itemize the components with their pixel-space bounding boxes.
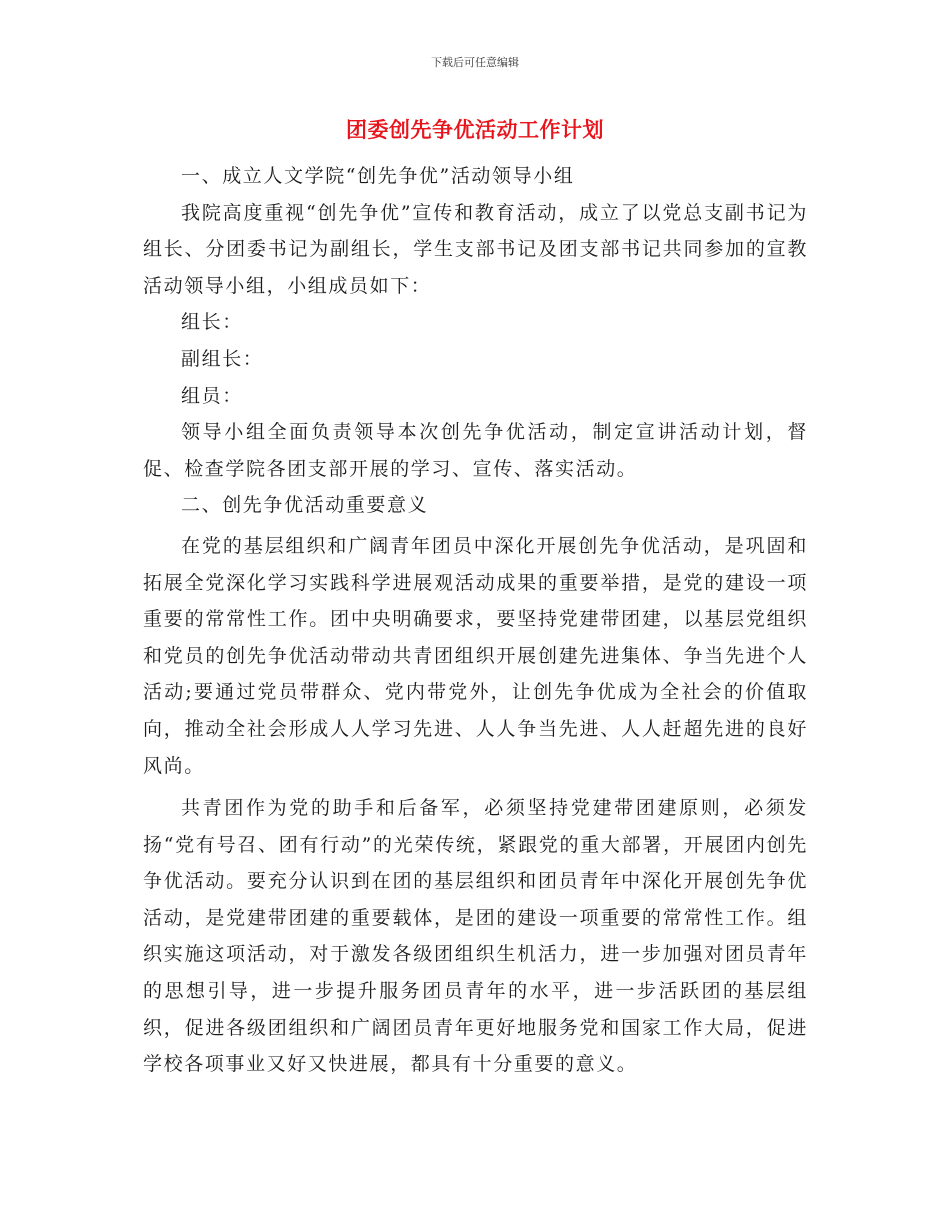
paragraph-significance: 在党的基层组织和广阔青年团员中深化开展创先争优活动，是巩固和拓展全党深化学习实践科学进展观活动成果的重要举措，是党的建设一项重要的常常性工作。团中央明确要求，要坚持党建带团建，以基层党组织和党员的创先争优活动带动共青团组织开展创建先进集体、争当先进个人活动;要通过党员带群众、党内带党外，让创先争优成为全社会的价值取向，推动全社会形成人人学习先进、人人争当先进、人人赶超先进的良好风尚。 xyxy=(143,534,808,777)
leader-line: 组长： xyxy=(181,311,243,334)
section-heading-2: 二、创先争优活动重要意义 xyxy=(181,494,429,517)
deputy-leader-line: 副组长： xyxy=(181,347,264,370)
section-heading-1: 一、成立人文学院“创先争优”活动领导小组 xyxy=(181,165,575,187)
document-title: 团委创先争优活动工作计划 xyxy=(346,117,604,142)
paragraph-leadership: 我院高度重视“创先争优”宣传和教育活动，成立了以党总支副书记为组长、分团委书记为副组长，学生支部书记及团支部书记共同参加的宣教活动领导小组，小组成员如下： xyxy=(143,201,808,297)
members-line: 组员： xyxy=(181,384,243,407)
document-body xyxy=(143,158,808,1083)
paragraph-responsibility: 领导小组全面负责领导本次创先争优活动，制定宣讲活动计划，督促、检查学院各团支部开展的学习、宣传、落实活动。 xyxy=(143,421,808,480)
paragraph-youth-league: 共青团作为党的助手和后备军，必须坚持党建带团建原则，必须发扬“党有号召、团有行动”的光荣传统，紧跟党的重大部署，开展团内创先争优活动。要充分认识到在团的基层组织和团员青年中深化开展创先争优活动，是党建带团建的重要载体，是团的建设一项重要的常常性工作。组织实施这项活动，对于激发各级团组织生机活力，进一步加强对团员青年的思想引导，进一步提升服务团员青年的水平，进一步活跃团的基层组织，促进各级团组织和广阔团员青年更好地服务党和国家工作大局，促进学校各项事业又好又快进展，都具有十分重要的意义。 xyxy=(143,797,808,1076)
header-note: 下载后可任意编辑 xyxy=(431,56,519,69)
